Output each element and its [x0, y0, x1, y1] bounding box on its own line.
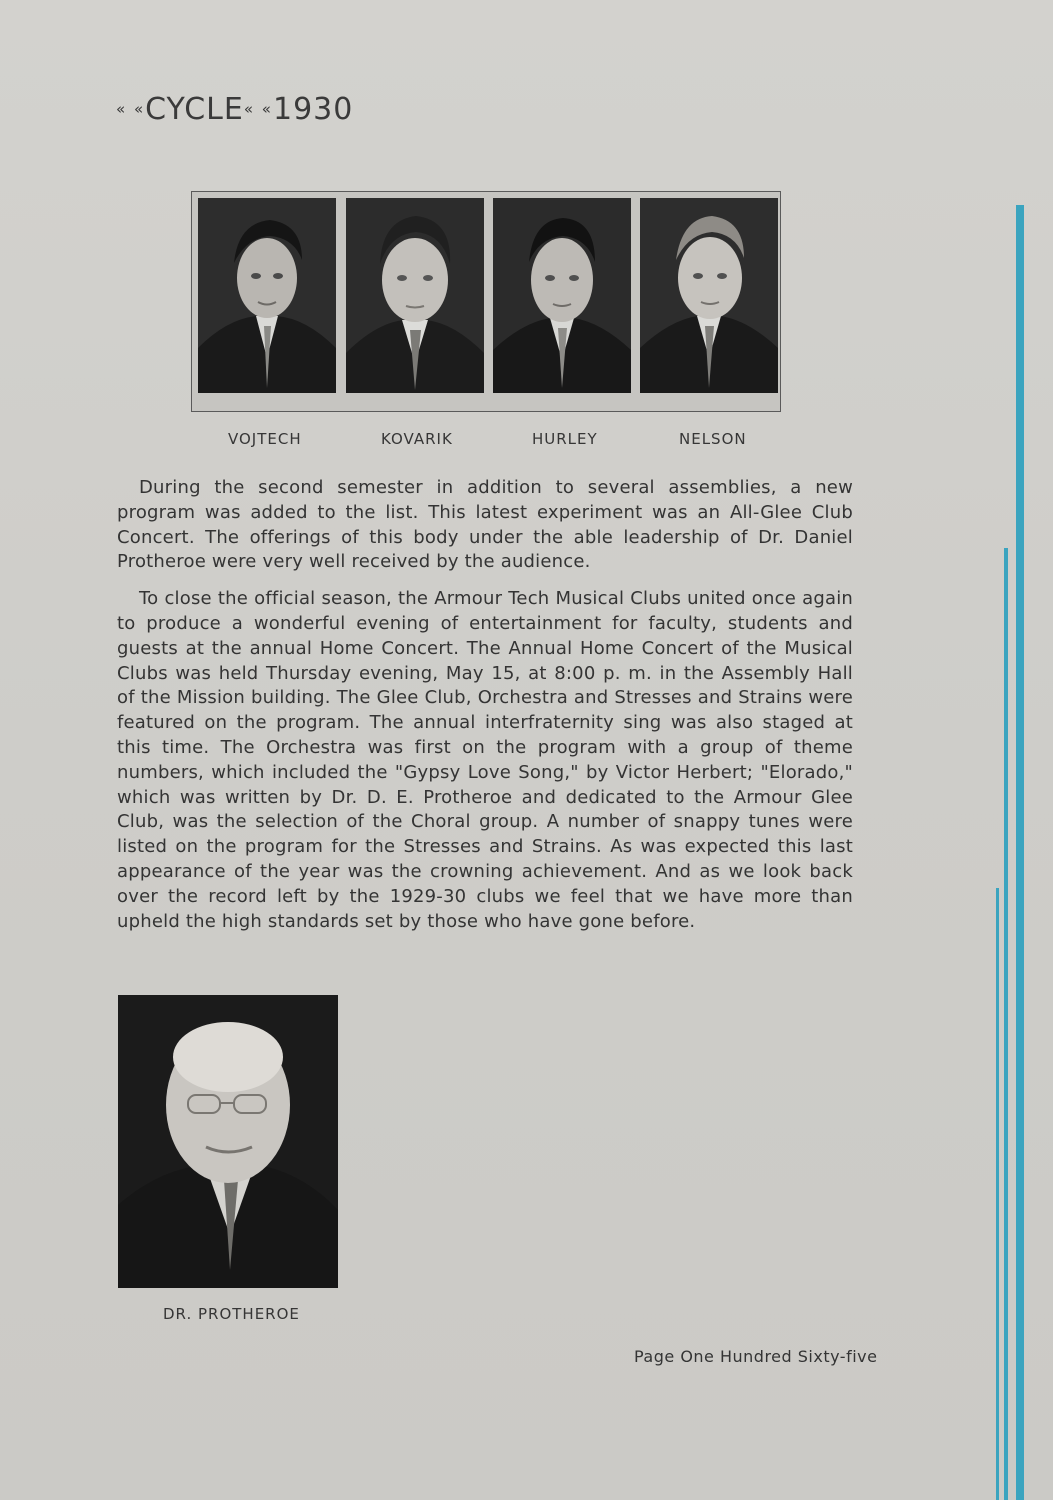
page-number: Page One Hundred Sixty-five	[634, 1347, 878, 1366]
portrait-name: VOJTECH	[228, 430, 302, 448]
portrait-group-frame	[191, 191, 781, 412]
portrait-name: NELSON	[679, 430, 747, 448]
accent-stripe	[996, 888, 999, 1500]
accent-stripe	[1016, 205, 1024, 1500]
protheroe-caption: DR. PROTHEROE	[163, 1305, 300, 1323]
portrait-name: HURLEY	[532, 430, 598, 448]
header-chevrons-left: « «	[116, 99, 146, 118]
portrait-photo-vojtech	[198, 198, 336, 393]
portrait-photo-nelson	[640, 198, 778, 393]
portrait-name: KOVARIK	[381, 430, 453, 448]
article-body	[117, 476, 853, 946]
accent-stripe	[1004, 548, 1008, 1500]
header-title: CYCLE	[145, 92, 244, 127]
header-year: 1930	[272, 92, 354, 127]
page-header	[116, 92, 353, 127]
portrait-photo-kovarik	[346, 198, 484, 393]
header-chevrons-mid: « «	[243, 99, 273, 118]
portrait-photo-hurley	[493, 198, 631, 393]
paragraph: During the second semester in addition to several assemblies, a new program was added to the list. This latest experiment was an All-Glee Club Concert. The offerings of this body under the able leadership of Dr. Daniel Protheroe were very well received by the audience.	[117, 477, 853, 573]
portrait-names-row	[0, 430, 1053, 454]
paragraph: To close the official season, the Armour Tech Musical Clubs united once again to produce a wonderful evening of entertainment for faculty, students and guests at the annual Home Concert. The Annual Home Concert of the Musical Clubs was held Thursday evening, May 15, at 8:00 p. m. in the Assembly Hall of the Mission building. The Glee Club, Orchestra and Stresses and Strains were featured on the program. The annual interfraternity sing was also staged at this time. The Orchestra was first on the program with a group of theme numbers, which included the "Gypsy Love Song," by Victor Herbert; "Elorado," which was written by Dr. D. E. Protheroe and dedicated to the Armour Glee Club, was the selection of the Choral group. A number of snappy tunes were listed on the program for the Stresses and Strains. As was expected this last appearance of the year was the crowning achievement. And as we look back over the record left by the 1929-30 clubs we feel that we have more than upheld the high standards set by those who have gone before.	[117, 588, 853, 932]
protheroe-portrait-photo	[118, 995, 338, 1288]
